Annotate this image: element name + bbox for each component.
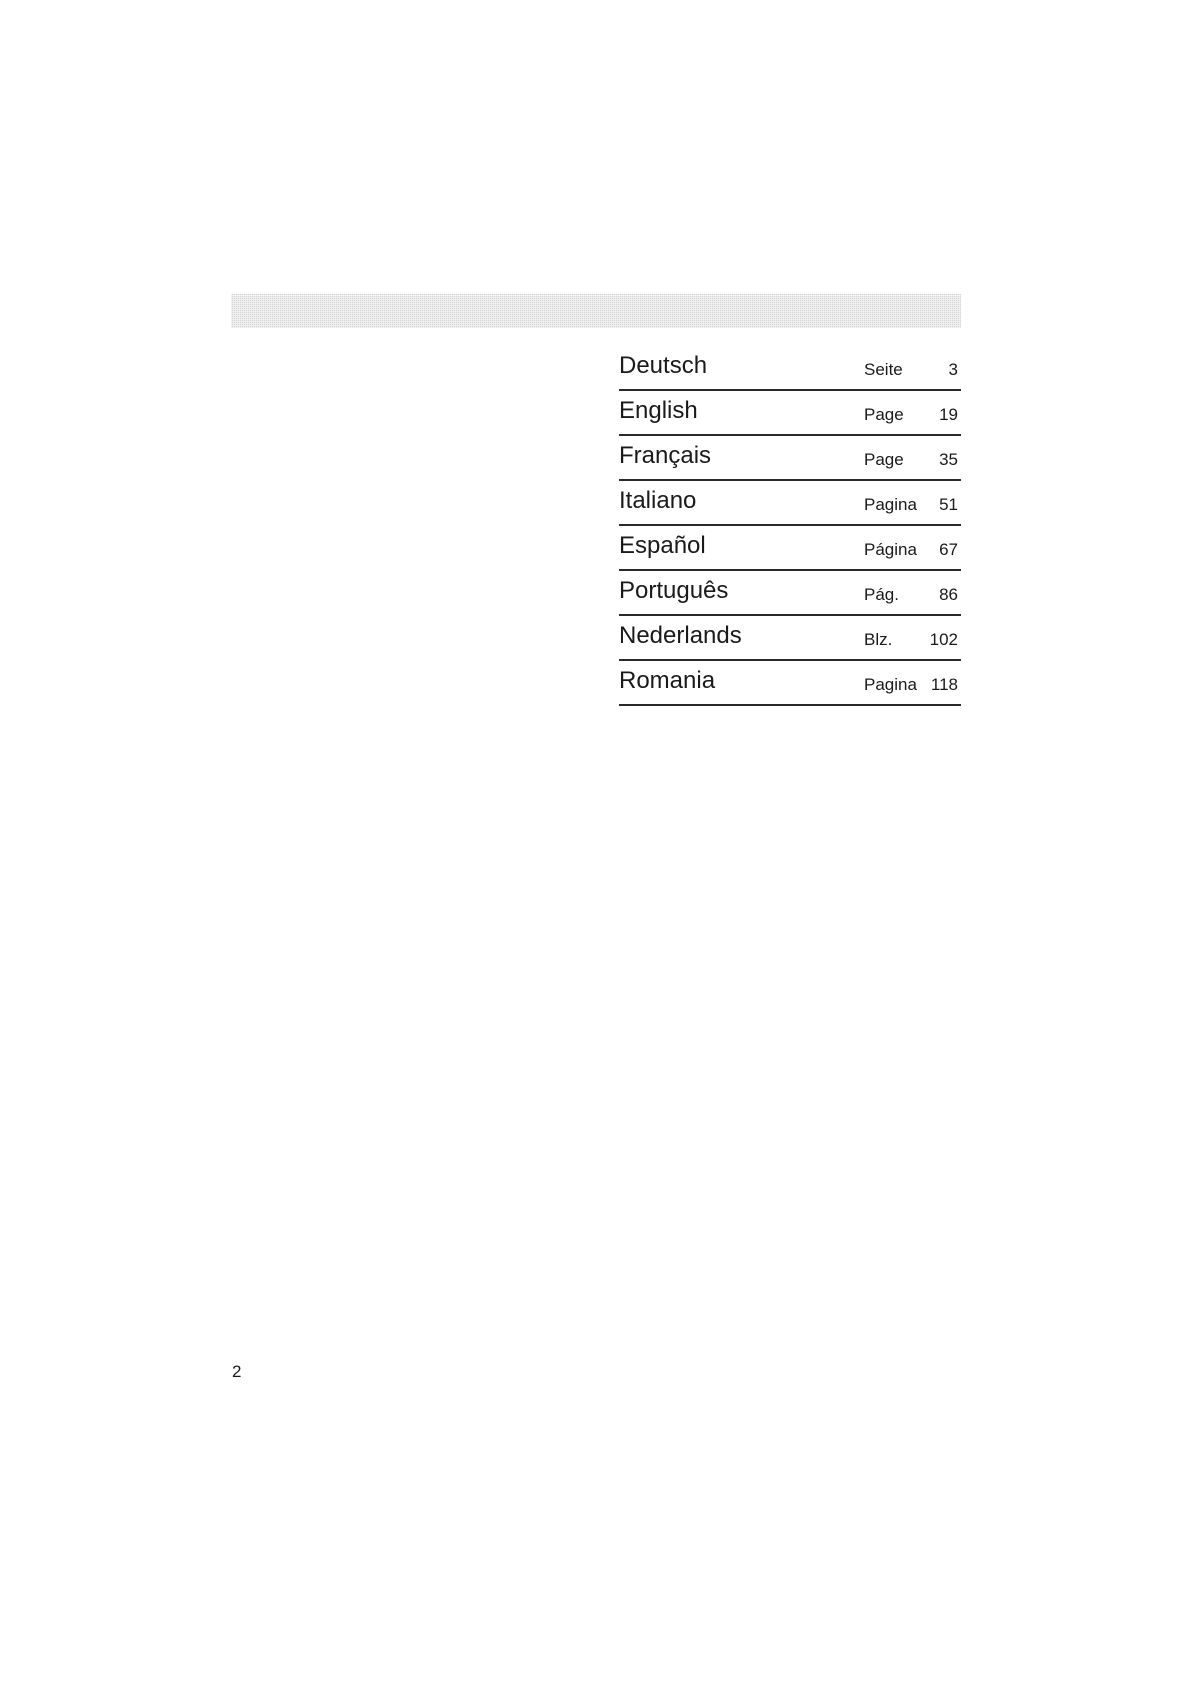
table-of-contents <box>619 346 961 706</box>
header-band <box>231 294 961 328</box>
toc-language: Português <box>619 577 729 604</box>
toc-language: English <box>619 397 698 424</box>
page-number: 2 <box>232 1362 242 1381</box>
toc-page-number: 35 <box>939 450 958 469</box>
toc-page-number: 67 <box>939 540 958 559</box>
toc-page-label: Blz. <box>864 630 893 649</box>
toc-page-number: 51 <box>939 495 958 514</box>
toc-page-label: Page <box>864 405 904 424</box>
toc-language: Deutsch <box>619 352 708 379</box>
toc-page-label: Página <box>864 540 917 559</box>
toc-page-number: 118 <box>930 675 958 694</box>
toc-page-number: 19 <box>939 405 958 424</box>
toc-page-number: 102 <box>929 630 958 649</box>
toc-page-label: Page <box>864 450 904 469</box>
toc-row-nederlands[interactable] <box>619 616 961 661</box>
toc-language: Español <box>619 532 706 559</box>
toc-row-portugues[interactable] <box>619 571 961 616</box>
toc-page-label: Pagina <box>864 495 917 514</box>
toc-page-number: 86 <box>939 585 958 604</box>
toc-row-english[interactable] <box>619 391 961 436</box>
toc-row-italiano[interactable] <box>619 481 961 526</box>
toc-row-deutsch[interactable] <box>619 346 961 391</box>
toc-language: Romania <box>619 667 716 694</box>
toc-row-francais[interactable] <box>619 436 961 481</box>
toc-language: Nederlands <box>619 622 742 649</box>
toc-language: Français <box>619 442 712 469</box>
toc-row-romania[interactable] <box>619 661 961 706</box>
toc-page-label: Seite <box>864 360 903 379</box>
toc-page-label: Pagina <box>864 675 917 694</box>
toc-page-label: Pág. <box>864 585 899 604</box>
toc-row-espanol[interactable] <box>619 526 961 571</box>
toc-language: Italiano <box>619 487 697 514</box>
toc-page-number: 3 <box>948 360 958 379</box>
